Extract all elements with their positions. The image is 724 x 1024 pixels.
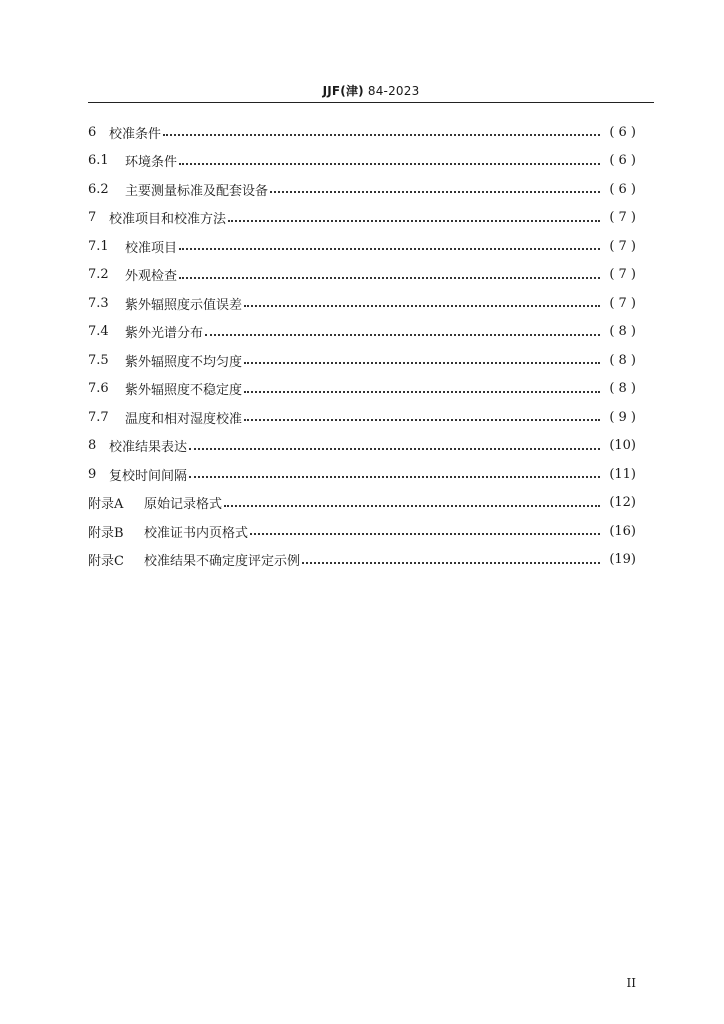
dot-leader [270, 191, 600, 193]
header-rule [88, 102, 654, 103]
dot-leader [179, 277, 600, 279]
dot-leader [179, 163, 600, 165]
toc-entry-title: 复校时间间隔 [109, 468, 188, 484]
dot-leader [244, 391, 600, 393]
toc-entry-title: 校准项目和校准方法 [109, 212, 227, 228]
standard-number: 84-2023 [367, 84, 420, 98]
toc-entry-number: 7.5 [88, 352, 109, 368]
toc-entry-7-5[interactable] [88, 346, 636, 375]
dot-leader [250, 533, 600, 535]
toc-entry-number: 7.2 [88, 267, 109, 283]
toc-entry-6-1[interactable] [88, 147, 636, 176]
toc-entry-page: ( 6 ) [609, 153, 636, 169]
dot-leader [189, 448, 600, 450]
toc-entry-page: ( 7 ) [609, 238, 636, 254]
toc-entry-number: 附录B [88, 525, 124, 541]
page-header [88, 82, 654, 99]
toc-entry-title: 原始记录格式 [144, 497, 223, 513]
toc-entry-title: 环境条件 [125, 155, 178, 171]
toc-entry-7[interactable] [88, 204, 636, 233]
toc-entry-page: (16) [609, 523, 636, 539]
toc-entry-title: 紫外辐照度示值误差 [125, 297, 243, 313]
table-of-contents [88, 118, 636, 574]
toc-entry-appendix-a[interactable] [88, 489, 636, 518]
toc-entry-page: ( 9 ) [609, 409, 636, 425]
toc-entry-page: ( 6 ) [609, 181, 636, 197]
toc-entry-title: 主要测量标准及配套设备 [125, 183, 269, 199]
toc-entry-title: 紫外辐照度不均匀度 [125, 354, 243, 370]
toc-entry-number: 7.6 [88, 381, 109, 397]
standard-code: JJF(津) [322, 84, 364, 98]
dot-leader [179, 248, 600, 250]
dot-leader [224, 505, 600, 507]
toc-entry-number: 6.2 [88, 181, 109, 197]
toc-entry-title: 温度和相对湿度校准 [125, 411, 243, 427]
toc-entry-number: 7.7 [88, 409, 109, 425]
dot-leader [163, 134, 600, 136]
toc-entry-7-3[interactable] [88, 289, 636, 318]
toc-entry-number: 9 [88, 466, 97, 482]
toc-entry-appendix-b[interactable] [88, 517, 636, 546]
toc-entry-7-7[interactable] [88, 403, 636, 432]
toc-entry-page: (11) [609, 466, 636, 482]
dot-leader [244, 305, 600, 307]
toc-entry-title: 紫外光谱分布 [125, 326, 204, 342]
toc-entry-9[interactable] [88, 460, 636, 489]
toc-entry-number: 8 [88, 438, 97, 454]
toc-entry-number: 7 [88, 210, 97, 226]
toc-entry-page: ( 8 ) [609, 381, 636, 397]
toc-entry-6[interactable] [88, 118, 636, 147]
toc-entry-page: ( 6 ) [609, 124, 636, 140]
page-number: II [626, 976, 636, 990]
dot-leader [244, 362, 600, 364]
toc-entry-number: 6.1 [88, 153, 109, 169]
toc-entry-7-4[interactable] [88, 318, 636, 347]
toc-entry-8[interactable] [88, 432, 636, 461]
dot-leader [189, 476, 600, 478]
toc-entry-page: (12) [609, 495, 636, 511]
toc-entry-number: 7.4 [88, 324, 109, 340]
dot-leader [228, 220, 600, 222]
toc-entry-7-6[interactable] [88, 375, 636, 404]
toc-entry-page: ( 7 ) [609, 295, 636, 311]
toc-entry-number: 7.3 [88, 295, 109, 311]
toc-entry-appendix-c[interactable] [88, 546, 636, 575]
dot-leader [302, 562, 600, 564]
toc-entry-title: 校准项目 [125, 240, 178, 256]
toc-entry-page: (19) [609, 552, 636, 568]
toc-entry-page: ( 8 ) [609, 324, 636, 340]
toc-entry-title: 校准条件 [109, 126, 162, 142]
dot-leader [205, 334, 600, 336]
toc-entry-number: 附录A [88, 497, 124, 513]
dot-leader [244, 419, 600, 421]
toc-entry-title: 紫外辐照度不稳定度 [125, 383, 243, 399]
toc-entry-page: (10) [609, 438, 636, 454]
toc-entry-page: ( 7 ) [609, 267, 636, 283]
toc-entry-title: 校准结果表达 [109, 440, 188, 456]
toc-entry-number: 7.1 [88, 238, 109, 254]
toc-entry-number: 6 [88, 124, 97, 140]
toc-entry-7-1[interactable] [88, 232, 636, 261]
toc-entry-number: 附录C [88, 554, 124, 570]
toc-entry-title: 校准结果不确定度评定示例 [144, 554, 301, 570]
toc-entry-title: 外观检查 [125, 269, 178, 285]
toc-entry-7-2[interactable] [88, 261, 636, 290]
toc-entry-page: ( 8 ) [609, 352, 636, 368]
toc-entry-title: 校准证书内页格式 [144, 525, 249, 541]
toc-entry-page: ( 7 ) [609, 210, 636, 226]
toc-entry-6-2[interactable] [88, 175, 636, 204]
